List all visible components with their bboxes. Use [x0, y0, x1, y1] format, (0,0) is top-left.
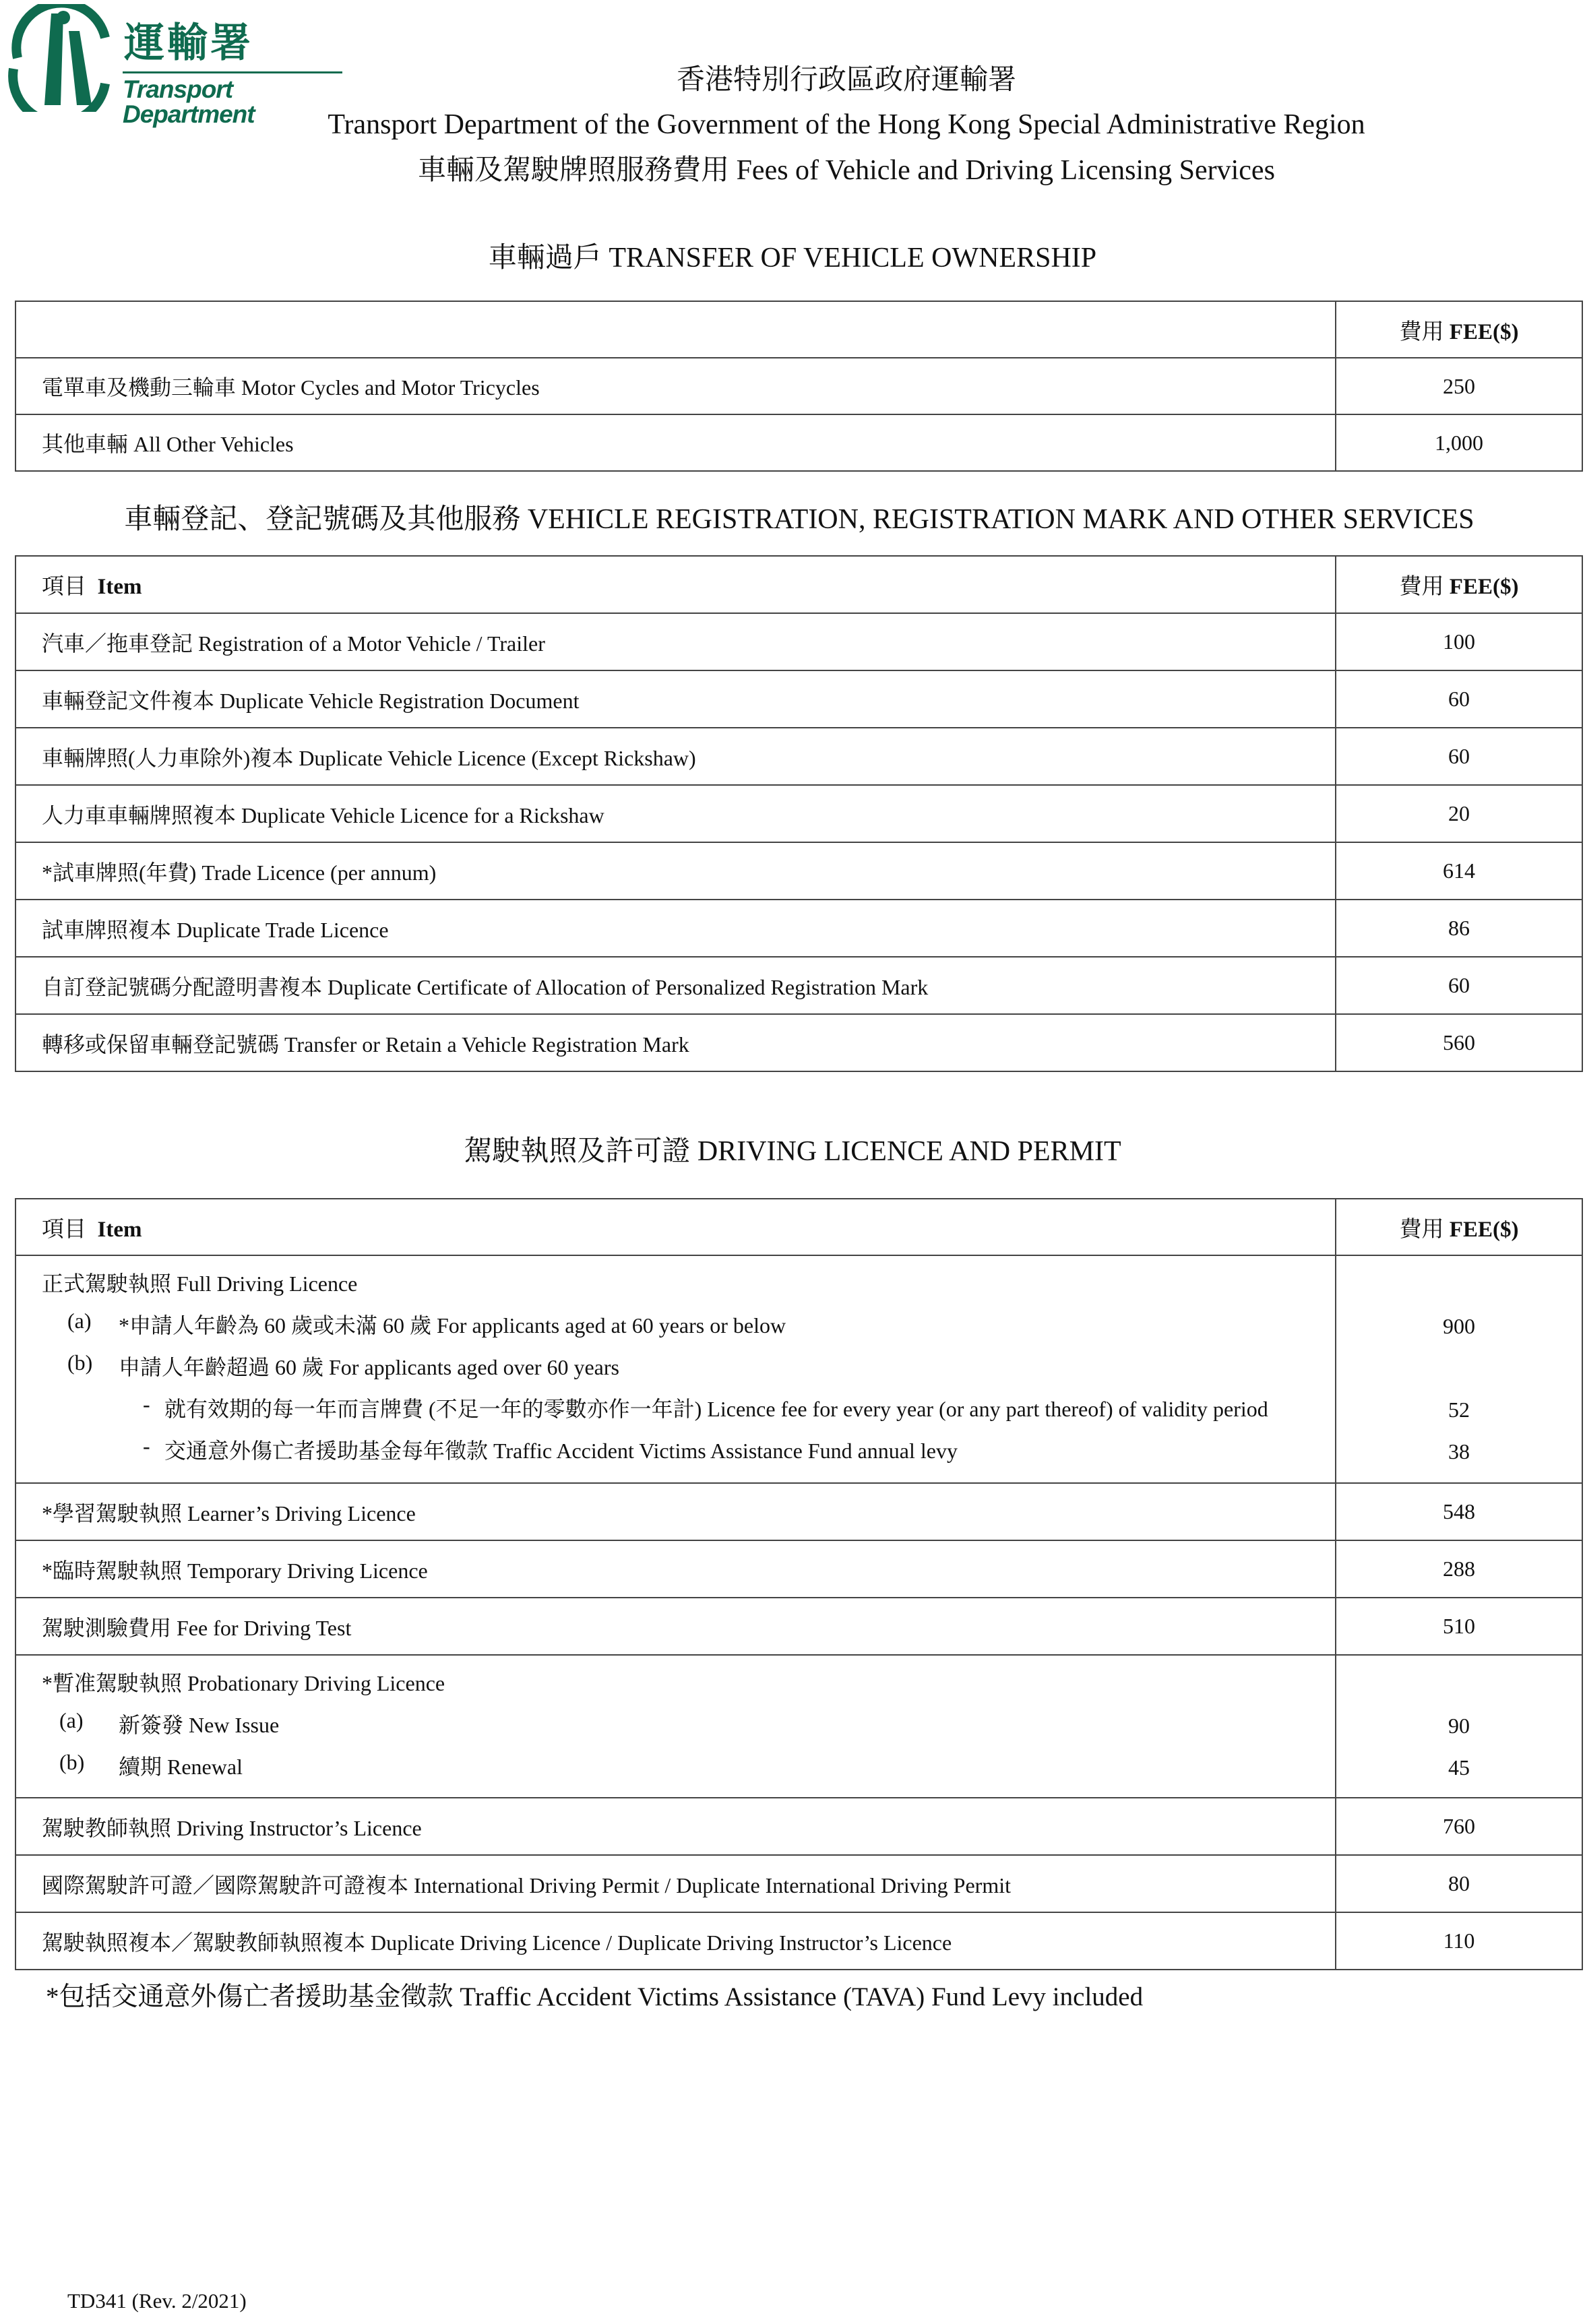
table-header-row: [15, 301, 1582, 358]
table-row: [15, 414, 1582, 471]
sub-dash: -: [143, 1392, 150, 1416]
item-cell: 國際駕駛許可證／國際駕駛許可證複本 International Driving Permit / Duplicate International Driving Permit: [15, 1855, 1336, 1912]
item-cell: [15, 1655, 1336, 1798]
table-row: [15, 957, 1582, 1014]
table-row-probationary-licence: [15, 1655, 1582, 1798]
table-row: [15, 1598, 1582, 1655]
fee-cell: 20: [1336, 785, 1582, 842]
table-row: [15, 1855, 1582, 1912]
fee-cell: 560: [1336, 1014, 1582, 1071]
driving-fee-table: [15, 1198, 1583, 1970]
item-cell: 轉移或保留車輛登記號碼 Transfer or Retain a Vehicle Registration Mark: [15, 1014, 1336, 1071]
fee-value: 45: [1448, 1755, 1470, 1780]
fee-cell: 86: [1336, 900, 1582, 957]
item-cell: 自訂登記號碼分配證明書複本 Duplicate Certificate of Allocation of Personalized Registration Mark: [15, 957, 1336, 1014]
table-row: [15, 785, 1582, 842]
transfer-fee-table: [15, 301, 1583, 472]
table-row: [15, 1798, 1582, 1855]
logo-english-name: Transport Department: [123, 75, 255, 128]
fee-cell: 110: [1336, 1912, 1582, 1970]
driving-section-title: 駕駛執照及許可證 DRIVING LICENCE AND PERMIT: [464, 1136, 1121, 1167]
transfer-section-title: 車輛過戶 TRANSFER OF VEHICLE OWNERSHIP: [488, 243, 1097, 274]
sub-item-text: 續期 Renewal: [119, 1755, 243, 1779]
item-cell: 駕駛執照複本／駕駛教師執照複本 Duplicate Driving Licence / Duplicate Driving Instructor’s Licence: [15, 1912, 1336, 1970]
table-row: [15, 1540, 1582, 1598]
item-cell: *試車牌照(年費) Trade Licence (per annum): [15, 842, 1336, 900]
fee-header-cell: 費用 FEE($): [1336, 301, 1582, 358]
fee-cell: 60: [1336, 728, 1582, 785]
table-row: [15, 613, 1582, 670]
item-header-cell: 項目 Item: [15, 1199, 1336, 1255]
full-licence-heading: 正式駕駛執照 Full Driving Licence: [42, 1271, 358, 1296]
fee-header-cell: 費用 FEE($): [1336, 1199, 1582, 1255]
fee-header-cell: 費用 FEE($): [1336, 556, 1582, 613]
fee-cell: 1,000: [1336, 414, 1582, 471]
registration-fee-table: [15, 555, 1583, 1072]
sub-item-text: *申請人年齡為 60 歲或未滿 60 歲 For applicants aged at 60 years or below: [119, 1313, 786, 1338]
fee-value: 52: [1448, 1397, 1470, 1422]
sub-item-text: 就有效期的每一年而言牌費 (不足一年的零數亦作一年計) Licence fee for every year (or any part thereof) of validity period: [164, 1397, 1268, 1421]
fee-cell: [1336, 1655, 1582, 1798]
fee-cell: 510: [1336, 1598, 1582, 1655]
form-number: TD341 (Rev. 2/2021): [67, 2289, 247, 2313]
sub-item-text: 交通意外傷亡者援助基金每年徵款 Traffic Accident Victims Assistance Fund annual levy: [164, 1439, 958, 1463]
header-chinese-title: 香港特別行政區政府運輸署: [676, 65, 1016, 96]
table-row: [15, 1483, 1582, 1540]
logo-chinese-name: 運輸署: [124, 20, 253, 67]
item-cell: [15, 1255, 1336, 1483]
item-cell: *臨時駕駛執照 Temporary Driving Licence: [15, 1540, 1336, 1598]
table-row: [15, 358, 1582, 414]
table-header-row: [15, 556, 1582, 613]
item-cell: 車輛牌照(人力車除外)複本 Duplicate Vehicle Licence (Except Rickshaw): [15, 728, 1336, 785]
sub-item-text: 新簽發 New Issue: [119, 1713, 280, 1737]
table-row: [15, 670, 1582, 728]
table-row: [15, 900, 1582, 957]
fee-cell: 614: [1336, 842, 1582, 900]
header-document-title: 車輛及駕駛牌照服務費用 Fees of Vehicle and Driving Licensing Services: [418, 155, 1275, 186]
fee-cell: 60: [1336, 957, 1582, 1014]
sub-label: (a): [67, 1309, 92, 1333]
tava-levy-footnote: *包括交通意外傷亡者援助基金徵款 Traffic Accident Victims Assistance (TAVA) Fund Levy included: [46, 1982, 1144, 2011]
table-row-full-driving-licence: [15, 1255, 1582, 1483]
item-cell: *學習駕駛執照 Learner’s Driving Licence: [15, 1483, 1336, 1540]
sub-label: (a): [59, 1708, 84, 1732]
header-english-title: Transport Department of the Government of the Hong Kong Special Administrative Region: [328, 109, 1365, 140]
sub-label: (b): [59, 1750, 85, 1774]
fee-value: 38: [1448, 1439, 1470, 1464]
fee-cell: 80: [1336, 1855, 1582, 1912]
empty-header-cell: [15, 301, 1336, 358]
fee-value: 900: [1443, 1314, 1475, 1338]
fee-cell: 760: [1336, 1798, 1582, 1855]
item-header-cell: 項目 Item: [15, 556, 1336, 613]
item-cell: 車輛登記文件複本 Duplicate Vehicle Registration Document: [15, 670, 1336, 728]
fee-cell: 60: [1336, 670, 1582, 728]
table-row: [15, 728, 1582, 785]
table-row: [15, 1014, 1582, 1071]
sub-dash: -: [143, 1434, 150, 1458]
item-cell: 駕駛教師執照 Driving Instructor’s Licence: [15, 1798, 1336, 1855]
sub-item-text: 申請人年齡超過 60 歲 For applicants aged over 60 years: [119, 1355, 619, 1379]
table-row: [15, 842, 1582, 900]
table-row: [15, 1912, 1582, 1970]
fee-cell: 548: [1336, 1483, 1582, 1540]
item-cell: 試車牌照複本 Duplicate Trade Licence: [15, 900, 1336, 957]
item-cell: 駕駛測驗費用 Fee for Driving Test: [15, 1598, 1336, 1655]
sub-label: (b): [67, 1350, 93, 1375]
probationary-heading: *暫准駕駛執照 Probationary Driving Licence: [42, 1671, 445, 1695]
registration-section-title: 車輛登記、登記號碼及其他服務 VEHICLE REGISTRATION, REGISTRATION MARK AND OTHER SERVICES: [124, 504, 1474, 535]
table-header-row: [15, 1199, 1582, 1255]
item-cell: 電單車及機動三輪車 Motor Cycles and Motor Tricycles: [15, 358, 1336, 414]
fee-value: 90: [1448, 1714, 1470, 1738]
fee-cell: 288: [1336, 1540, 1582, 1598]
item-cell: 人力車車輛牌照複本 Duplicate Vehicle Licence for a Rickshaw: [15, 785, 1336, 842]
item-cell: 汽車／拖車登記 Registration of a Motor Vehicle / Trailer: [15, 613, 1336, 670]
fee-cell: 250: [1336, 358, 1582, 414]
item-cell: 其他車輛 All Other Vehicles: [15, 414, 1336, 471]
fee-cell: [1336, 1255, 1582, 1483]
fee-cell: 100: [1336, 613, 1582, 670]
